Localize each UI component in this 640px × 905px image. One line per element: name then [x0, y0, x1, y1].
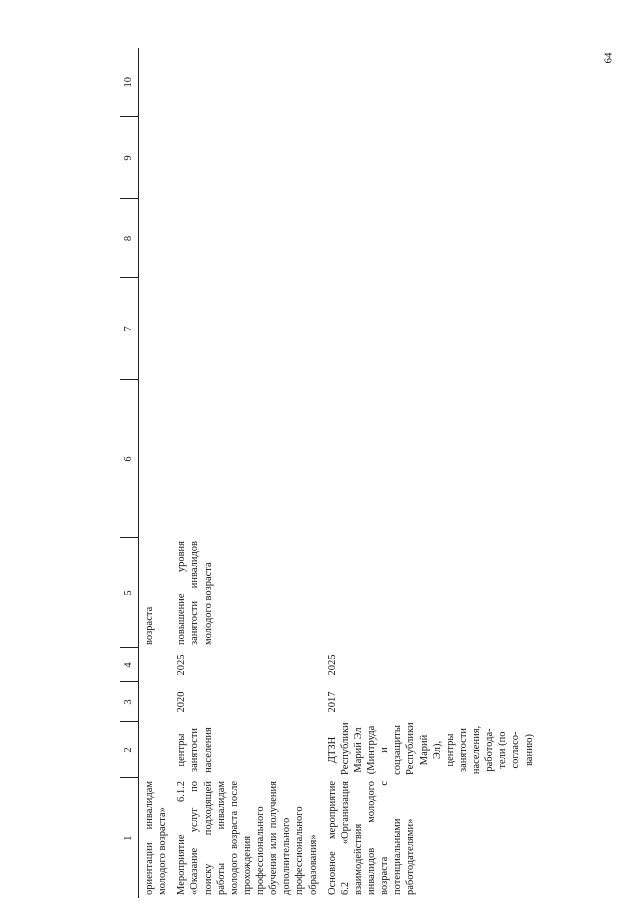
- program-table: [120, 48, 538, 898]
- cell-expected-result: возраста: [144, 606, 155, 645]
- cell-col6: [139, 380, 172, 538]
- header-cell: 9: [120, 117, 139, 199]
- header-cell: 7: [120, 278, 139, 380]
- cell-col8: [139, 199, 172, 278]
- cell-end-year: 2025: [176, 654, 188, 676]
- cell-expected-result: [322, 538, 538, 648]
- cell-start-year: [139, 682, 172, 722]
- cell-event-name: ориентации инвалидам молодого возраста»: [144, 781, 169, 895]
- cell-col6: [171, 380, 321, 538]
- cell-col10: [322, 48, 538, 117]
- header-cell: 6: [120, 380, 139, 538]
- header-cell: 5: [120, 538, 139, 648]
- table-row: [322, 48, 538, 898]
- cell-executor: ДТЗН Республики Марий Эл (Минтруда и соцзащиты Республики Марий Эл), центры занятости населения, работода-тели (по согласо-ванию): [326, 722, 535, 775]
- cell-start-year: 2017: [326, 691, 338, 713]
- cell-col6: [322, 380, 538, 538]
- header-cell: 1: [120, 778, 139, 898]
- header-cell: 10: [120, 48, 139, 117]
- cell-col7: [139, 278, 172, 380]
- cell-event-name: Основное мероприятие 6.2 «Организация взаимодействия инвалидов молодого возраста с потенциальными работодателями»: [326, 781, 417, 895]
- cell-end-year: 2025: [326, 654, 338, 676]
- cell-col10: [171, 48, 321, 117]
- page-number: 64: [602, 52, 615, 64]
- table-header-row: [120, 48, 139, 898]
- cell-col8: [322, 199, 538, 278]
- table-row: [171, 48, 321, 898]
- cell-col8: [171, 199, 321, 278]
- cell-col10: [139, 48, 172, 117]
- cell-col9: [171, 117, 321, 199]
- cell-executor: [139, 722, 172, 778]
- cell-end-year: [139, 648, 172, 682]
- header-cell: 8: [120, 199, 139, 278]
- header-cell: 3: [120, 682, 139, 722]
- cell-event-name: Мероприятие 6.1.2 «Оказание услуг по поиску подходящей работы инвалидам молодого возраста после прохождения профессионального обучения или получения дополнительного профессионального образования»: [176, 781, 319, 895]
- cell-executor: центры занятости населения: [176, 727, 214, 773]
- table-row: [139, 48, 172, 898]
- cell-col9: [322, 117, 538, 199]
- cell-start-year: 2020: [176, 691, 188, 713]
- header-cell: 4: [120, 648, 139, 682]
- cell-col9: [139, 117, 172, 199]
- cell-col7: [322, 278, 538, 380]
- header-cell: 2: [120, 722, 139, 778]
- cell-col7: [171, 278, 321, 380]
- rotated-sheet: [120, 48, 620, 898]
- cell-expected-result: повышение уровня занятости инвалидов молодого возраста: [176, 541, 214, 645]
